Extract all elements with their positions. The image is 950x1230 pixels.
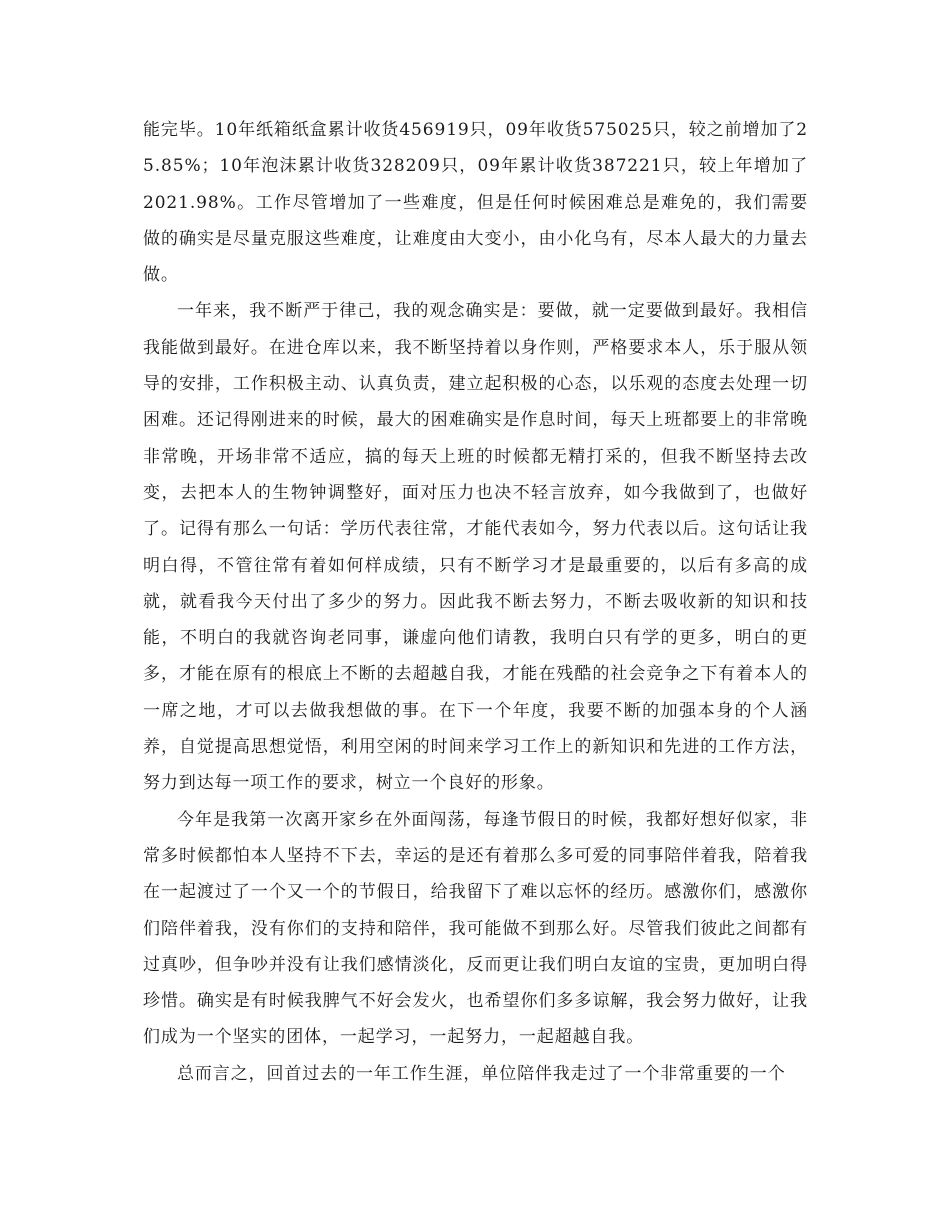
- paragraph-colleagues: 今年是我第一次离开家乡在外面闯荡，每逢节假日的时候，我都好想好似家，非常多时候都怕本人坚持不下去，幸运的是还有着那么多可爱的同事陪伴着我，陪着我在一起渡过了一个又一个的节假日，给我留下了难以忘怀的经历。感激你们，感激你们陪伴着我，没有你们的支持和陪伴，我可能做不到那么好。尽管我们彼此之间都有过真吵，但争吵并没有让我们感情淡化，反而更让我们明白友谊的宝贵，更加明白得珍惜。确实是有时候我脾气不好会发火，也希望你们多多谅解，我会努力做好，让我们成为一个坚实的团体，一起学习，一起努力，一起超越自我。: [143, 809, 808, 1048]
- paragraph-continuation: 能完毕。10年纸箱纸盒累计收货456919只，09年收货575025只，较之前增加了25.85%；10年泡沫累计收货328209只，09年累计收货387221只，较上年增加了2021.98%。工作尽管增加了一些难度，但是任何时候困难总是难免的，我们需要做的确实是尽量克服这些难度，让难度由大变小，由小化乌有，尽本人最大的力量去做。: [143, 120, 808, 286]
- paragraph-self-discipline: 一年来，我不断严于律己，我的观念确实是：要做，就一定要做到最好。我相信我能做到最好。在进仓库以来，我不断坚持着以身作则，严格要求本人，乐于服从领导的安排，工作积极主动、认真负责，建立起积极的心态，以乐观的态度去处理一切困难。还记得刚进来的时候，最大的困难确实是作息时间，每天上班都要上的非常晚非常晚，开场非常不适应，搞的每天上班的时候都无精打采的，但我不断坚持去改变，去把本人的生物钟调整好，面对压力也决不轻言放弃，如今我做到了，也做好了。记得有那么一句话：学历代表往常，才能代表如今，努力代表以后。这句话让我明白得，不管往常有着如何样成绩，只有不断学习才是最重要的，以后有多高的成就，就看我今天付出了多少的努力。因此我不断去努力，不断去吸收新的知识和技能，不明白的我就咨询老同事，谦虚向他们请教，我明白只有学的更多，明白的更多，才能在原有的根底上不断的去超越自我，才能在残酷的社会竞争之下有着本人的一席之地，才可以去做我想做的事。在下一个年度，我要不断的加强本身的个人涵养，自觉提高思想觉悟，利用空闲的时间来学习工作上的新知识和先进的工作方法，努力到达每一项工作的要求，树立一个良好的形象。: [143, 301, 808, 794]
- document-body: [143, 112, 808, 1092]
- paragraph-summary: 总而言之，回首过去的一年工作生涯，单位陪伴我走过了一个非常重要的一个: [177, 1063, 786, 1084]
